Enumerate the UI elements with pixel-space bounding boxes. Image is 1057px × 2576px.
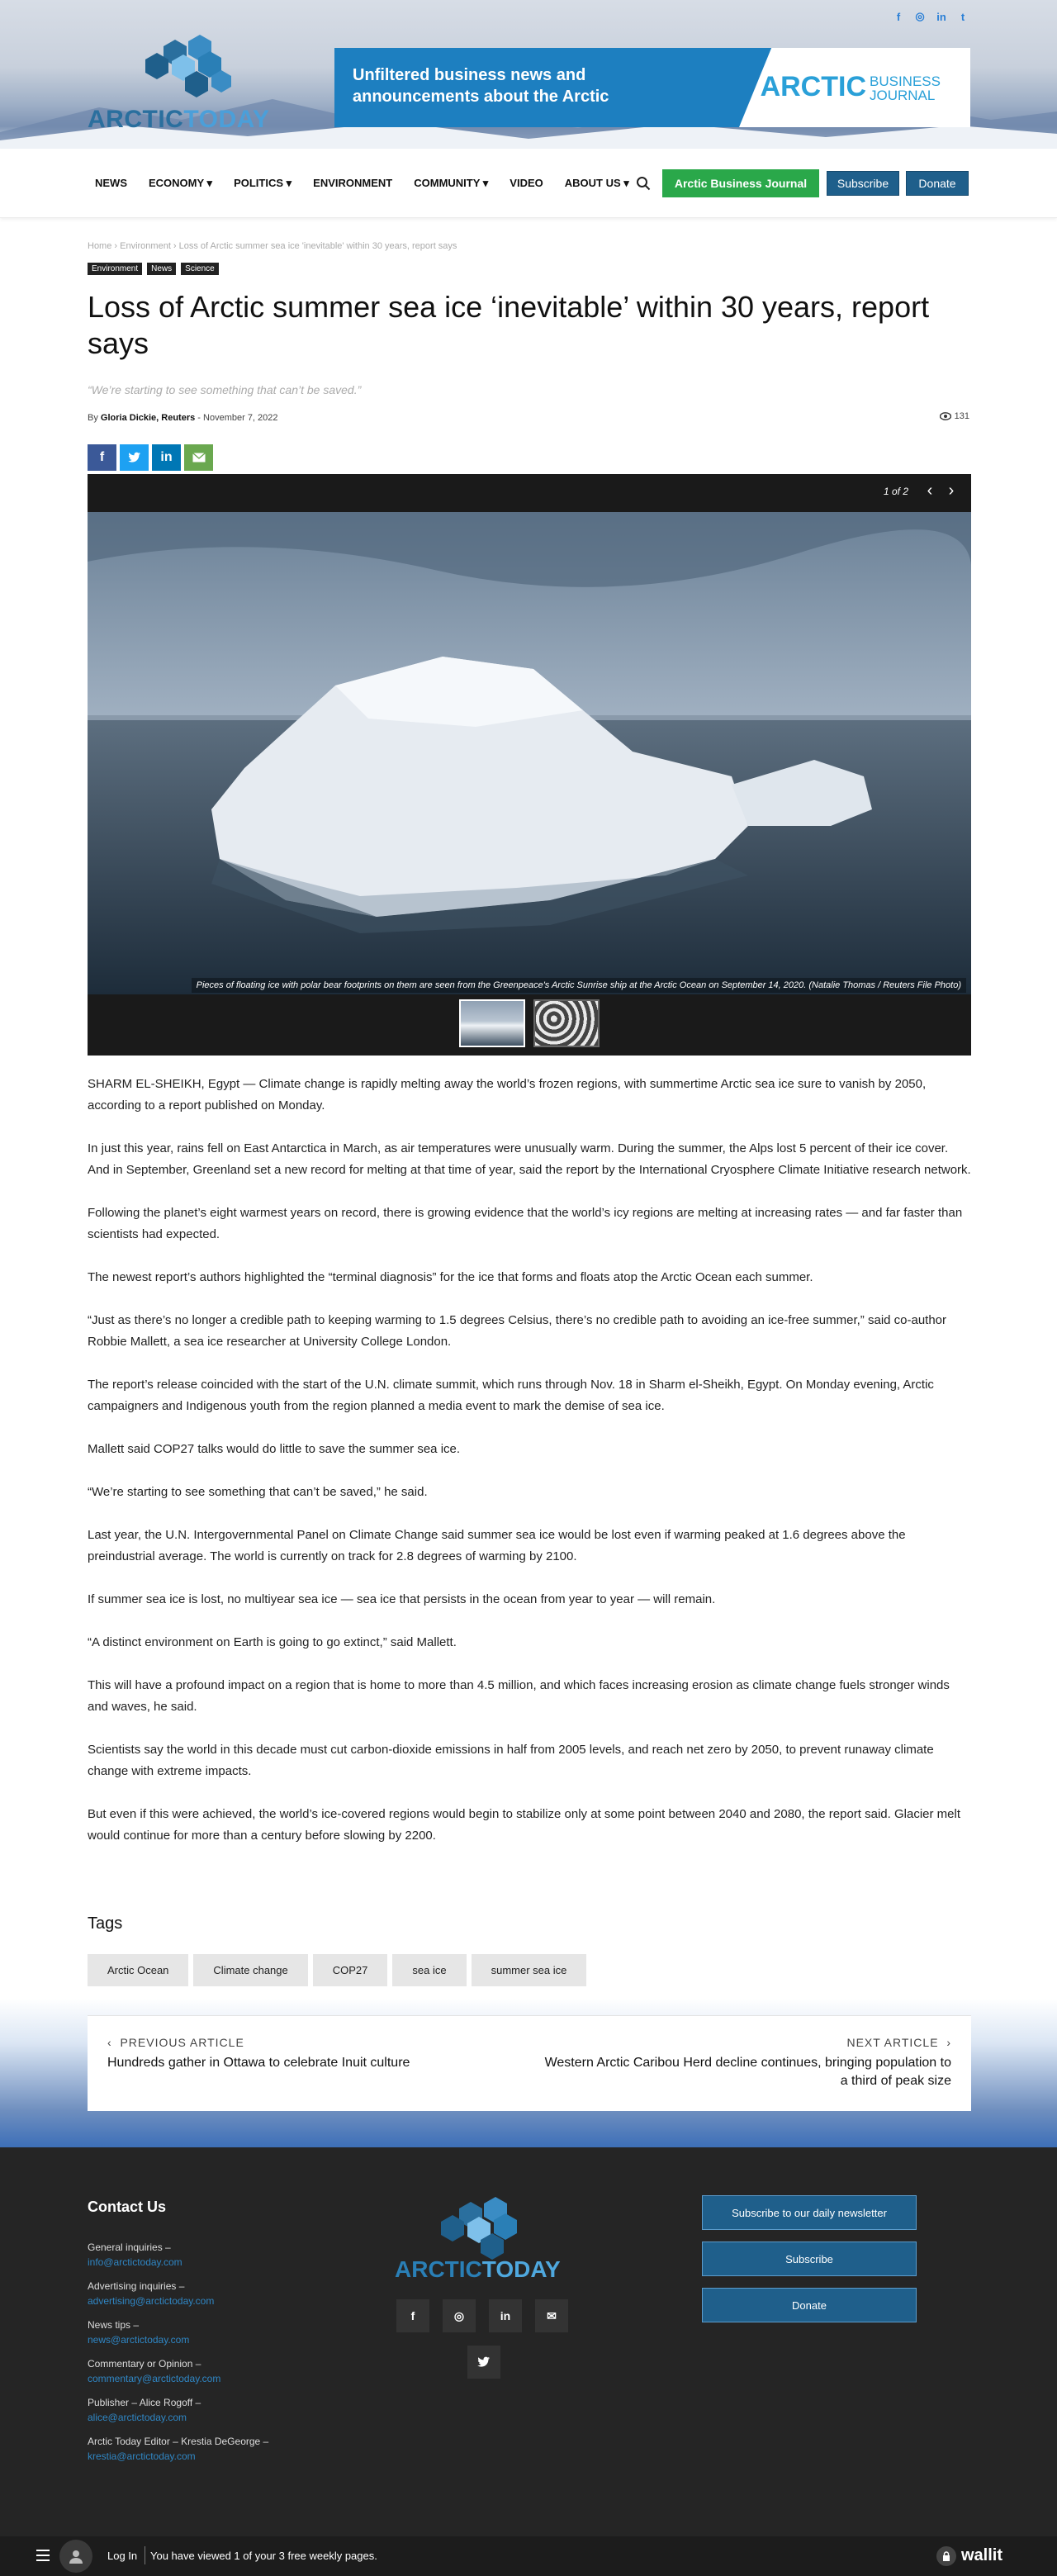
nav-video[interactable]: VIDEO	[510, 177, 543, 189]
article-paragraph: SHARM EL-SHEIKH, Egypt — Climate change is rapidly melting away the world’s frozen regions, with summertime Arctic sea ice sure to vanish by 2050, according to a report published on Monday.	[88, 1077, 927, 1112]
paywall-bar	[0, 2536, 1057, 2576]
article-subtitle: “We’re starting to see something that can’t be saved.”	[88, 383, 362, 396]
category-tag[interactable]: News	[147, 263, 176, 275]
next-article-link[interactable]: Western Arctic Caribou Herd decline continues, bringing population to a third of peak size	[544, 2056, 951, 2088]
footer-subscribe-button[interactable]: Subscribe	[702, 2242, 917, 2276]
contact-item: General inquiries – info@arctictoday.com	[88, 2240, 268, 2270]
article-paragraph: This will have a profound impact on a region that is home to more than 4.5 million, and which faces increasing erosion as climate change fuels stronger winds and waves, he said.	[88, 1678, 950, 1714]
tag-link[interactable]: Arctic Ocean	[88, 1954, 188, 1986]
photo-caption: Pieces of floating ice with polar bear footprints on them are seen from the Greenpeace's Arctic Sunrise ship at the Arctic Ocean on September 14, 2020. (Natalie Thomas / Reuters File Photo)	[192, 978, 966, 993]
gallery-thumbnails	[459, 999, 600, 1047]
article-paragraph: Last year, the U.N. Intergovernmental Panel on Climate Change said summer sea ice would be lost even if warming peaked at 1.6 degrees above the preindustrial average. The world is currently on track for 2.8 degrees of warming by 2100.	[88, 1528, 906, 1563]
category-tag[interactable]: Science	[181, 263, 219, 275]
article-paragraph: “Just as there’s no longer a credible path to keeping warming to 1.5 degrees Celsius, there’s no credible path to avoiding an ice-free summer,” said co-author Robbie Mallett, a sea ice researcher at University College London.	[88, 1313, 947, 1349]
gallery-thumbnail[interactable]	[459, 999, 525, 1047]
article-paragraph: “A distinct environment on Earth is going to go extinct,” said Mallett.	[88, 1635, 457, 1649]
contact-item: Publisher – Alice Rogoff – alice@arctictoday.com	[88, 2395, 268, 2425]
contact-item: Arctic Today Editor – Krestia DeGeorge – krestia@arctictoday.com	[88, 2436, 269, 2462]
eye-icon	[940, 412, 951, 420]
photo-gallery	[88, 474, 971, 1056]
article-paragraph: The newest report’s authors highlighted the “terminal diagnosis” for the ice that forms and floats atop the Arctic Ocean each summer.	[88, 1270, 813, 1284]
contact-heading: Contact Us	[88, 2199, 167, 2215]
contact-email[interactable]: alice@arctictoday.com	[88, 2412, 187, 2423]
footer-wordmark[interactable]: ARCTICTODAY	[395, 2256, 561, 2282]
article-paragraph: If summer sea ice is lost, no multiyear sea ice — sea ice that persists in the ocean from year to year — will remain.	[88, 1592, 716, 1606]
article-paragraph: Mallett said COP27 talks would do little to save the summer sea ice.	[88, 1442, 461, 1456]
article-navigation	[88, 2015, 971, 2111]
facebook-icon[interactable]: f	[896, 10, 901, 23]
nav-community[interactable]: COMMUNITY ▾	[414, 177, 489, 189]
subscribe-button[interactable]: Subscribe	[827, 171, 899, 196]
ad-text: Unfiltered business news and announcements about the Arctic	[353, 66, 609, 106]
publish-date: - November 7, 2022	[197, 413, 278, 423]
avatar-icon[interactable]	[59, 2540, 92, 2573]
email-share-icon[interactable]	[184, 444, 213, 471]
tag-link[interactable]: sea ice	[392, 1954, 466, 1986]
previous-article-label[interactable]: ‹ PREVIOUS ARTICLE	[107, 2036, 244, 2049]
nav-environment[interactable]: ENVIRONMENT	[313, 177, 393, 189]
login-link[interactable]: Log In	[107, 2550, 138, 2562]
email-icon[interactable]: ✉	[535, 2299, 568, 2332]
header-social	[892, 10, 969, 23]
gallery-counter: 1 of 2	[883, 486, 908, 497]
tag-list	[88, 1954, 586, 1986]
lock-icon	[936, 2546, 956, 2566]
article-paragraph: In just this year, rains fell on East Antarctica in March, as air temperatures were unusually warm. During the summer, the Alps lost 5 percent of their ice cover. And in September, Greenland set a new record for melting at that time of year, said the report by the International Cryosphere Climate Initiative research network.	[88, 1141, 971, 1177]
gallery-thumbnail[interactable]	[533, 999, 600, 1047]
contact-email[interactable]: commentary@arctictoday.com	[88, 2373, 221, 2384]
byline: By Gloria Dickie, Reuters - November 7, 2022	[88, 413, 278, 423]
linkedin-icon[interactable]: in	[489, 2299, 522, 2332]
main-nav	[0, 149, 1057, 218]
category-tags	[88, 263, 219, 275]
article-paragraph: Scientists say the world in this decade must cut carbon-dioxide emissions in half from 2005 levels, and reach net zero by 2050, to prevent runaway climate change with extreme impacts.	[88, 1743, 934, 1778]
contact-email[interactable]: krestia@arctictoday.com	[88, 2450, 196, 2462]
twitter-icon[interactable]: t	[960, 10, 965, 23]
tag-link[interactable]: Climate change	[193, 1954, 307, 1986]
nav-economy[interactable]: ECONOMY ▾	[149, 177, 213, 189]
article-title: Loss of Arctic summer sea ice ‘inevitable’ within 30 years, report says	[88, 290, 930, 360]
contact-email[interactable]: advertising@arctictoday.com	[88, 2295, 215, 2307]
article-paragraph: But even if this were achieved, the world’s ice-covered regions would begin to stabilize only at some point between 2040 and 2080, the report said. Glacier melt would continue for more than a century before slowing by 2200.	[88, 1807, 960, 1843]
newsletter-button[interactable]: Subscribe to our daily newsletter	[702, 2195, 917, 2230]
contact-email[interactable]: news@arctictoday.com	[88, 2334, 190, 2346]
site-header	[0, 0, 1057, 149]
article-paragraph: “We’re starting to see something that can’t be saved,” he said.	[88, 1485, 428, 1499]
nav-about-us[interactable]: ABOUT US ▾	[564, 177, 629, 189]
share-buttons	[88, 444, 213, 471]
facebook-share-icon[interactable]: f	[88, 444, 116, 471]
contact-item: News tips – news@arctictoday.com	[88, 2317, 268, 2347]
linkedin-share-icon[interactable]: in	[152, 444, 181, 471]
breadcrumb[interactable]: Home › Environment › Loss of Arctic summer sea ice 'inevitable' within 30 years, report says	[88, 241, 457, 251]
view-count: 131	[940, 411, 969, 421]
footer-donate-button[interactable]: Donate	[702, 2288, 917, 2322]
contact-list	[88, 2240, 268, 2473]
author-link[interactable]: Gloria Dickie, Reuters	[100, 413, 196, 423]
article-paragraph: The report’s release coincided with the start of the U.N. climate summit, which runs through Nov. 18 in Sharm el-Sheikh, Egypt. On Monday evening, Arctic campaigners and Indigenous youth from the region planned a media event to mark the demise of sea ice.	[88, 1378, 934, 1413]
contact-item: Advertising inquiries – advertising@arctictoday.com	[88, 2279, 268, 2308]
arctic-business-journal-button[interactable]: Arctic Business Journal	[662, 169, 819, 197]
hamburger-icon[interactable]	[36, 2550, 50, 2561]
nav-news[interactable]: NEWS	[95, 177, 127, 189]
donate-button[interactable]: Donate	[906, 171, 969, 196]
site-footer	[0, 2147, 1057, 2536]
twitter-icon[interactable]	[467, 2346, 500, 2379]
logo-wordmark[interactable]: ARCTICTODAY	[88, 106, 270, 133]
paywall-message: You have viewed 1 of your 3 free weekly pages.	[150, 2550, 377, 2562]
article-paragraph: Following the planet’s eight warmest years on record, there is growing evidence that the world’s icy regions are melting at increasing rates — and far faster than scientists had expected.	[88, 1206, 963, 1241]
contact-item: Commentary or Opinion – commentary@arctictoday.com	[88, 2356, 268, 2386]
instagram-icon[interactable]: ◎	[443, 2299, 476, 2332]
category-tag[interactable]: Environment	[88, 263, 142, 275]
search-icon[interactable]	[636, 176, 651, 191]
linkedin-icon[interactable]: in	[936, 10, 946, 23]
tag-link[interactable]: COP27	[313, 1954, 388, 1986]
tags-heading: Tags	[88, 1914, 123, 1933]
previous-article-link[interactable]: Hundreds gather in Ottawa to celebrate Inuit culture	[107, 2056, 410, 2070]
gallery-photo[interactable]	[88, 512, 971, 994]
wallit-brand[interactable]: wallit	[961, 2546, 1003, 2564]
chevron-right-icon[interactable]: ›	[948, 482, 955, 500]
article-body	[88, 1074, 971, 1868]
twitter-share-icon[interactable]	[120, 444, 149, 471]
chevron-left-icon[interactable]: ‹	[927, 482, 933, 500]
tag-link[interactable]: summer sea ice	[472, 1954, 587, 1986]
footer-social	[396, 2299, 568, 2332]
nav-politics[interactable]: POLITICS ▾	[234, 177, 292, 189]
contact-email[interactable]: info@arctictoday.com	[88, 2256, 182, 2268]
ad-banner[interactable]	[334, 48, 970, 127]
sea-ice-photo	[88, 512, 971, 994]
ad-brand: ARCTIC BUSINESS JOURNAL	[760, 71, 941, 104]
facebook-icon[interactable]: f	[396, 2299, 429, 2332]
instagram-icon[interactable]: ◎	[915, 10, 925, 22]
next-article-label[interactable]: NEXT ARTICLE ›	[846, 2036, 951, 2049]
